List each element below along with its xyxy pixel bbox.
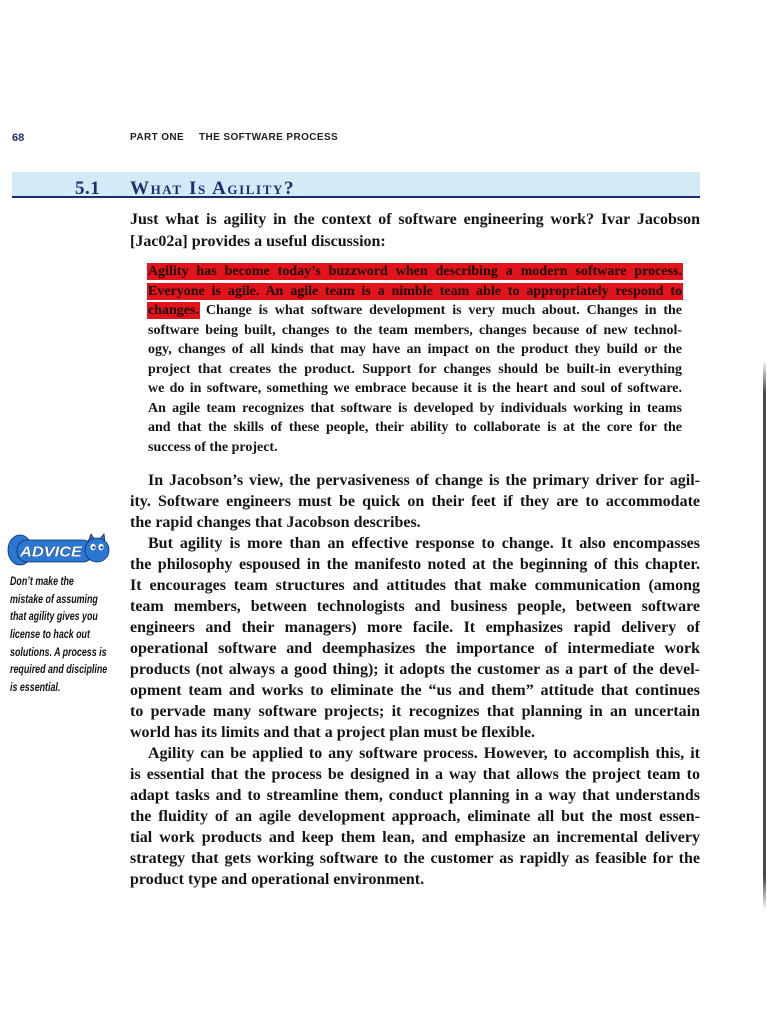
text-line: the philosophy espoused in the manifesto noted at the beginning of this chapter. bbox=[130, 555, 700, 573]
quote-text: success of the project. bbox=[148, 439, 278, 455]
highlighted-text: Everyone is agile. An agile team is a nimble team able to appropriately respond to bbox=[148, 283, 682, 299]
text-line: adapt tasks and to streamline them, conduct planning in a way that understands bbox=[130, 787, 700, 805]
text-line: strategy that gets working software to the customer as rapidly as feasible for the bbox=[130, 850, 700, 868]
quote-line bbox=[148, 282, 682, 302]
margin-note-line: solutions. A process is bbox=[10, 644, 107, 659]
advice-icon bbox=[5, 532, 111, 568]
margin-note-line: required and discipline bbox=[10, 662, 108, 677]
body-paragraph bbox=[130, 470, 700, 533]
page-number: 68 bbox=[12, 132, 25, 144]
quote-text: we do in software, something we embrace because it is the heart and soul of software. bbox=[148, 381, 682, 397]
margin-note-line: license to hack out bbox=[10, 627, 90, 642]
body-paragraph bbox=[130, 743, 700, 890]
body-text bbox=[130, 470, 700, 891]
quote-text: software being built, changes to the team members, changes because of new technol- bbox=[148, 322, 682, 338]
text-line: Just what is agility in the context of software engineering work? Ivar Jacobson bbox=[130, 211, 700, 228]
quote-line bbox=[148, 340, 682, 360]
quote-line bbox=[148, 262, 682, 282]
quote-text: An agile team recognizes that software is developed by individuals working in teams bbox=[148, 400, 682, 416]
quote-line bbox=[148, 321, 682, 341]
intro-paragraph bbox=[130, 209, 700, 253]
text-line: Agility can be applied to any software process. However, to accomplish this, it bbox=[148, 745, 700, 763]
text-line: It encourages team structures and attitudes that make communication (among bbox=[130, 576, 700, 594]
quote-line bbox=[148, 301, 682, 321]
text-line: products (not always a good thing); it adopts the customer as a part of the devel- bbox=[130, 660, 700, 678]
text-line: the rapid changes that Jacobson describes. bbox=[130, 513, 421, 531]
text-line: engineers and their managers) more facile. It emphasizes rapid delivery of bbox=[130, 618, 700, 636]
quote-text: Change is what software development is very much about. Changes in the bbox=[205, 303, 683, 319]
highlighted-text: Agility has become today’s buzzword when describing a modern software process. bbox=[148, 264, 682, 279]
margin-note-line: that agility gives you bbox=[10, 609, 98, 624]
highlighted-text: changes. bbox=[148, 303, 199, 319]
advice-label: ADVICE bbox=[18, 543, 84, 561]
text-line: In Jacobson’s view, the pervasiveness of change is the primary driver for agil- bbox=[148, 471, 700, 489]
text-line: operational software and deemphasizes the importance of intermediate work bbox=[130, 639, 700, 657]
text-line: product type and operational environment. bbox=[130, 871, 425, 889]
quote-line bbox=[148, 418, 682, 438]
quote-line bbox=[148, 360, 682, 380]
margin-note-line: mistake of assuming bbox=[10, 591, 98, 606]
text-line: the fluidity of an agile development approach, eliminate all but the most essen- bbox=[130, 808, 700, 826]
section-title: What Is Agility? bbox=[130, 178, 296, 199]
text-line: team members, between technologists and business people, between software bbox=[130, 597, 700, 615]
margin-note-line: Don’t make the bbox=[10, 574, 74, 588]
text-line: to pervade many software projects; it recognizes that planning in an uncertain bbox=[130, 703, 700, 721]
quote-text: and that the skills of these people, their ability to collaborate is at the core for the bbox=[148, 420, 682, 436]
text-line: ity. Software engineers must be quick on their feet if they are to accommodate bbox=[130, 492, 700, 510]
margin-note-line: is essential. bbox=[10, 680, 61, 695]
quote-text: ogy, changes of all kinds that may have an impact on the product they build or the bbox=[148, 342, 682, 358]
text-line: world has its limits and that a project plan must be flexible. bbox=[130, 724, 536, 742]
section-heading-band bbox=[12, 172, 700, 198]
margin-note bbox=[10, 573, 121, 697]
text-line: tial work products and keep them lean, and emphasize an incremental delivery bbox=[130, 829, 700, 847]
quote-line bbox=[148, 438, 682, 458]
quote-text: project that creates the product. Support for changes should be built-in everything bbox=[148, 361, 682, 377]
page-edge-shadow bbox=[763, 360, 766, 910]
text-line: But agility is more than an effective response to change. It also encompasses bbox=[148, 534, 700, 552]
quote-line bbox=[148, 379, 682, 399]
running-header-part: PART ONE bbox=[130, 132, 185, 143]
block-quote bbox=[148, 262, 682, 457]
text-line: is essential that the process be designed in a way that allows the project team to bbox=[130, 766, 700, 784]
text-line: opment team and works to eliminate the “us and them” attitude that continues bbox=[130, 681, 700, 699]
quote-line bbox=[148, 399, 682, 419]
body-paragraph bbox=[130, 533, 700, 743]
running-header-title: THE SOFTWARE PROCESS bbox=[199, 132, 339, 143]
text-line: [Jac02a] provides a useful discussion: bbox=[130, 233, 386, 250]
section-number: 5.1 bbox=[75, 178, 101, 199]
